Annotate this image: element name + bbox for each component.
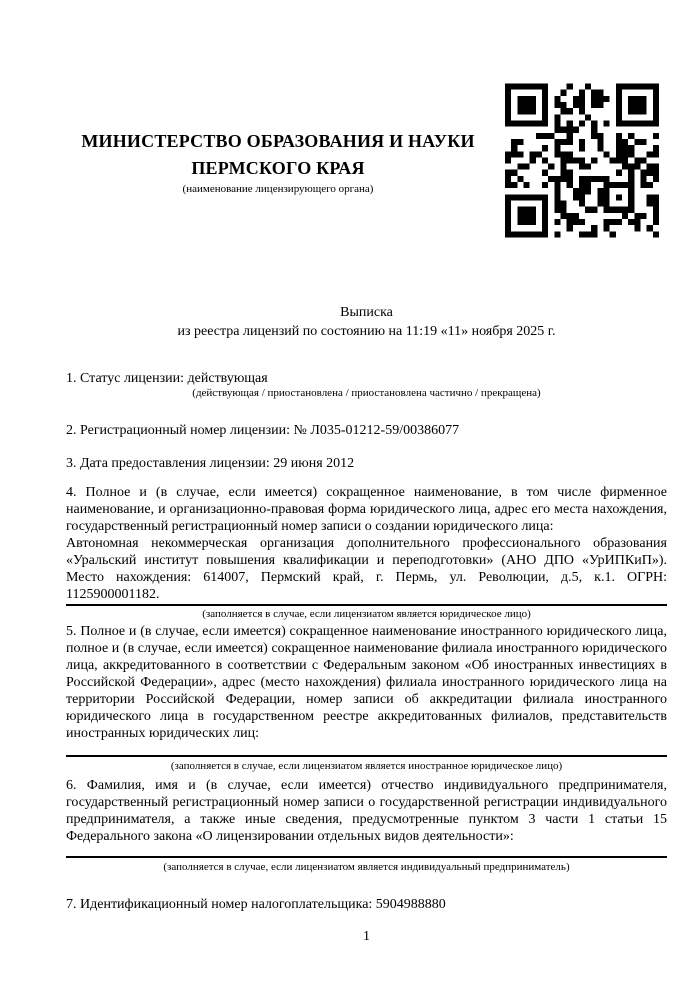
item-4-legal-entity xyxy=(66,484,667,621)
item-6-fill-line xyxy=(66,856,667,858)
qr-code-icon xyxy=(505,83,659,238)
item-6-individual-entrepreneur xyxy=(66,777,667,874)
item-3-text: 3. Дата предоставления лицензии: 29 июня 2012 xyxy=(66,456,355,471)
document-title-line2: из реестра лицензий по состоянию на 11:19 «11» ноября 2025 г. xyxy=(177,324,556,339)
item-3-license-date xyxy=(66,455,667,472)
document-title-line1: Выписка xyxy=(340,305,393,320)
item-2-text: 2. Регистрационный номер лицензии: № Л035-01212-59/00386077 xyxy=(66,423,460,438)
document-title xyxy=(66,303,667,341)
item-5-label: 5. Полное и (в случае, если имеется) сокращенное наименование иностранного юридического лица, полное и (в случае, если имеется) сокращенное наименование филиала иностранного юридического лица, аккредитованного в соответствии с Федеральным законом «Об иностранных инвестициях в Российской Федерации», адрес (место нахождения) филиала иностранного юридического лица на территории Российской Федерации, номер записи об аккредитации филиала иностранного юридического лица в государственном реестре аккредитованных филиалов, представительств иностранных юридических лиц: xyxy=(66,624,667,741)
item-6-note: (заполняется в случае, если лицензиатом является индивидуальный предприниматель) xyxy=(163,861,570,873)
item-2-registration-number xyxy=(66,422,667,439)
item-6-label: 6. Фамилия, имя и (в случае, если имеется) отчество индивидуального предпринимателя, государственный регистрационный номер записи о государственной регистрации индивидуального предпринимателя, а также иные сведения, предусмотренные пунктом 3 части 1 статьи 15 Федерального закона «О лицензировании отдельных видов деятельности»: xyxy=(66,778,667,844)
item-7-text: 7. Идентификационный номер налогоплательщика: 5904988880 xyxy=(66,897,446,912)
item-7-taxpayer-number xyxy=(66,896,667,913)
item-5-foreign-entity xyxy=(66,623,667,773)
ministry-name-line2: ПЕРМСКОГО КРАЯ xyxy=(191,158,365,178)
page-number: 1 xyxy=(363,929,370,944)
item-1-note: (действующая / приостановлена / приостановлена частично / прекращена) xyxy=(192,387,541,399)
item-4-fill-line xyxy=(66,604,667,606)
ministry-name-line1: МИНИСТЕРСТВО ОБРАЗОВАНИЯ И НАУКИ xyxy=(81,131,475,151)
item-5-note: (заполняется в случае, если лицензиатом является иностранное юридическое лицо) xyxy=(170,760,563,772)
item-4-note: (заполняется в случае, если лицензиатом является юридическое лицо) xyxy=(202,608,531,620)
item-4-value: Автономная некоммерческая организация дополнительного профессионального образования «Уральский институт повышения квалификации и переподготовки» (АНО ДПО «УрИПКиП»). Место нахождения: 614007, Пермский край, г. Пермь, ул. Революции, д.5, к.1. ОГРН: 1125900001182. xyxy=(66,536,667,602)
item-1-license-status xyxy=(66,370,667,400)
licensing-authority-note: (наименование лицензирующего органа) xyxy=(182,183,374,195)
item-5-fill-line xyxy=(66,755,667,757)
ministry-header xyxy=(66,128,490,196)
item-4-label: 4. Полное и (в случае, если имеется) сокращенное наименование, в том числе фирменное наименование, и организационно-правовая форма юридического лица, адрес его места нахождения, государственный регистрационный номер записи о создании юридического лица: xyxy=(66,485,667,534)
item-1-text: 1. Статус лицензии: действующая xyxy=(66,371,268,386)
